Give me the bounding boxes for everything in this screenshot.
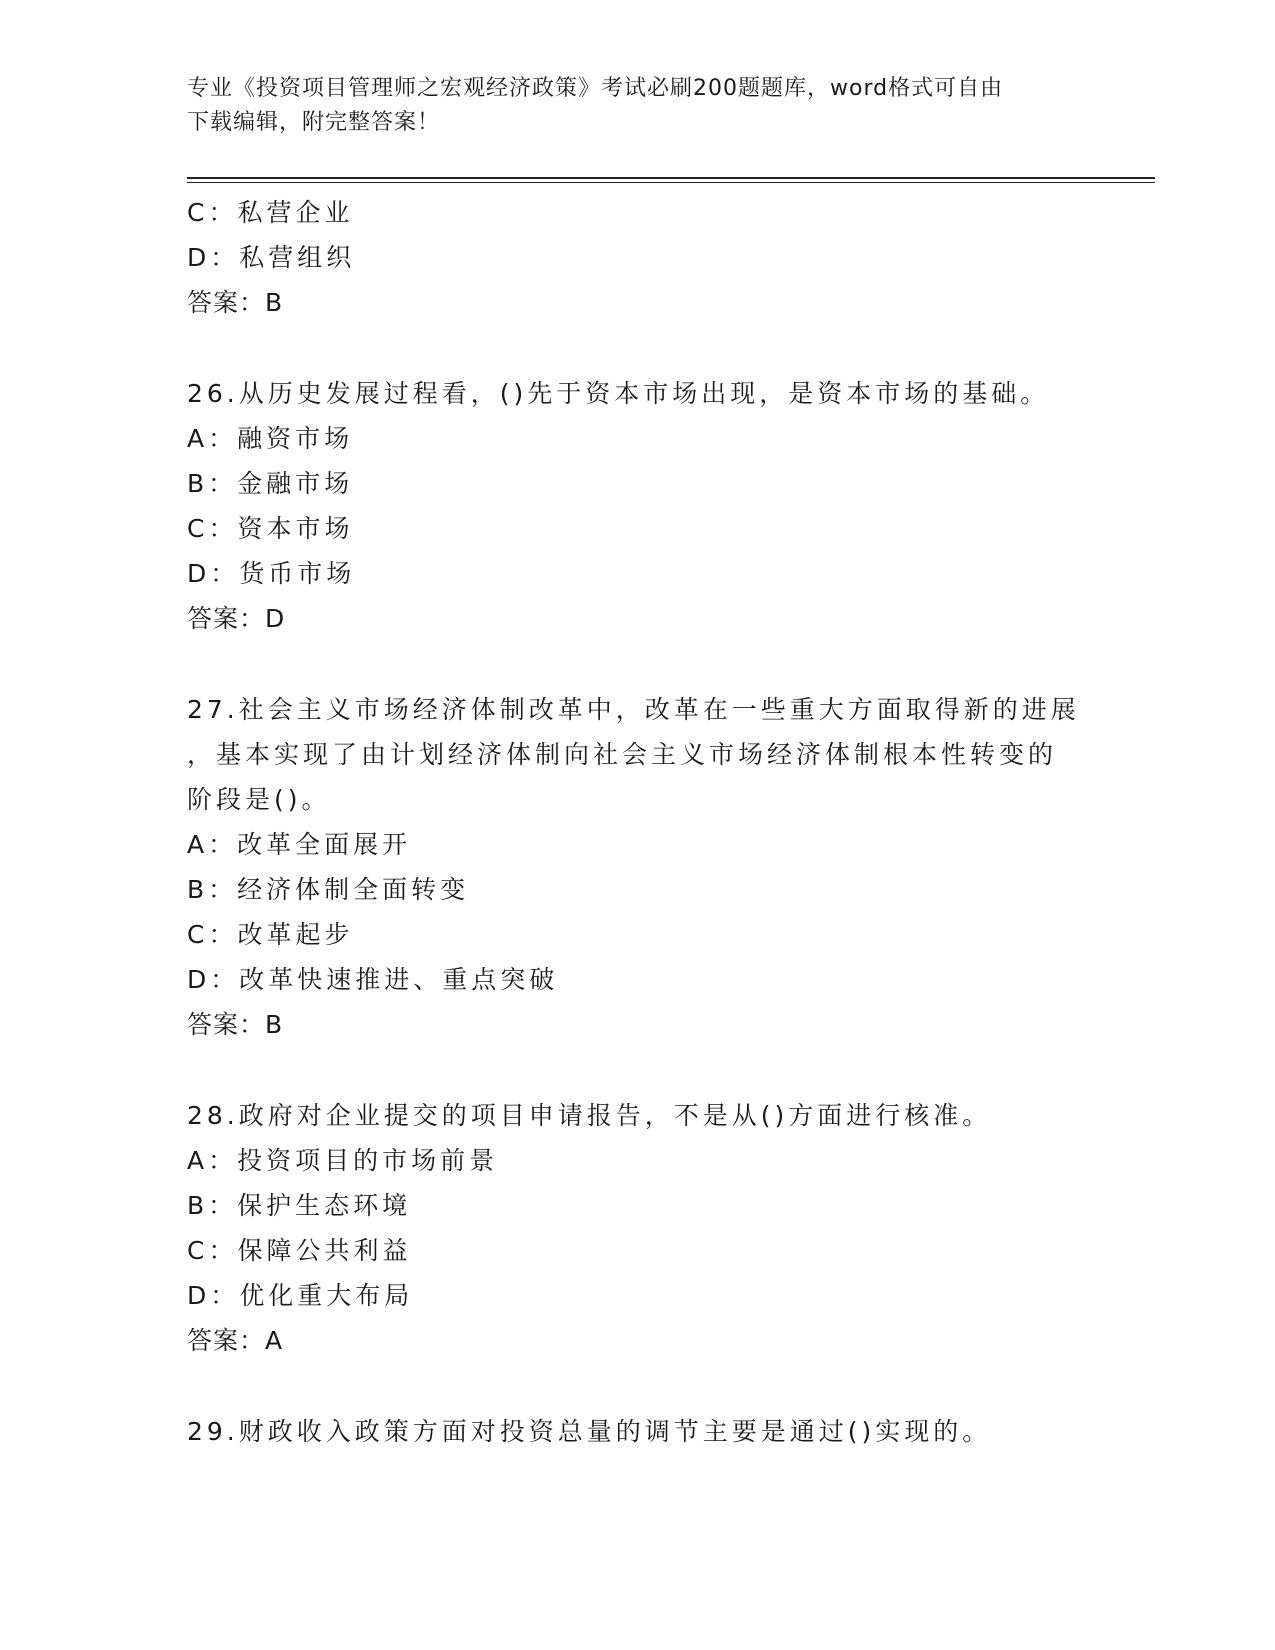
question-stem: 29.财政收入政策方面对投资总量的调节主要是通过()实现的。 <box>187 1417 992 1446</box>
option-d: D：私营组织 <box>187 243 356 272</box>
option-d: D：改革快速推进、重点突破 <box>187 965 559 994</box>
answer-line: 答案：A <box>187 1326 284 1355</box>
question-stem: 28.政府对企业提交的项目申请报告，不是从()方面进行核准。 <box>187 1101 992 1130</box>
option-d: D：货币市场 <box>187 559 356 588</box>
question-29 <box>187 1409 1087 1454</box>
answer-line: 答案：D <box>187 604 286 633</box>
option-b: B：金融市场 <box>187 469 354 498</box>
option-a: A：融资市场 <box>187 424 354 453</box>
question-stem-line-3: 阶段是()。 <box>187 785 331 814</box>
option-a: A：改革全面展开 <box>187 830 412 859</box>
header-line-2: 下载编辑，附完整答案！ <box>187 110 441 135</box>
question-28 <box>187 1093 1087 1364</box>
header-line-1: 专业《投资项目管理师之宏观经济政策》考试必刷200题题库，word格式可自由 <box>187 76 1004 101</box>
question-27 <box>187 687 1087 1048</box>
option-b: B：经济体制全面转变 <box>187 875 470 904</box>
spacer <box>187 326 1087 371</box>
option-b: B：保护生态环境 <box>187 1191 412 1220</box>
header-rule-thin <box>187 182 1155 183</box>
question-stem-line-2: ，基本实现了由计划经济体制向社会主义市场经济体制根本性转变的 <box>187 740 1058 769</box>
document-header <box>187 72 1087 140</box>
spacer <box>187 642 1087 687</box>
question-list <box>187 190 1087 1454</box>
answer-line: 答案：B <box>187 1010 284 1039</box>
answer-line: 答案：B <box>187 288 284 317</box>
question-stem-line-1: 27.社会主义市场经济体制改革中，改革在一些重大方面取得新的进展 <box>187 695 1080 724</box>
question-26 <box>187 371 1087 642</box>
option-c: C：资本市场 <box>187 514 354 543</box>
option-c: C：保障公共利益 <box>187 1236 412 1265</box>
option-c: C：私营企业 <box>187 198 354 227</box>
header-rule-thick <box>187 177 1155 179</box>
option-a: A：投资项目的市场前景 <box>187 1146 499 1175</box>
option-c: C：改革起步 <box>187 920 354 949</box>
partial-question <box>187 190 1087 326</box>
question-stem: 26.从历史发展过程看，()先于资本市场出现，是资本市场的基础。 <box>187 379 1050 408</box>
spacer <box>187 1048 1087 1093</box>
spacer <box>187 1364 1087 1409</box>
option-d: D：优化重大布局 <box>187 1281 414 1310</box>
